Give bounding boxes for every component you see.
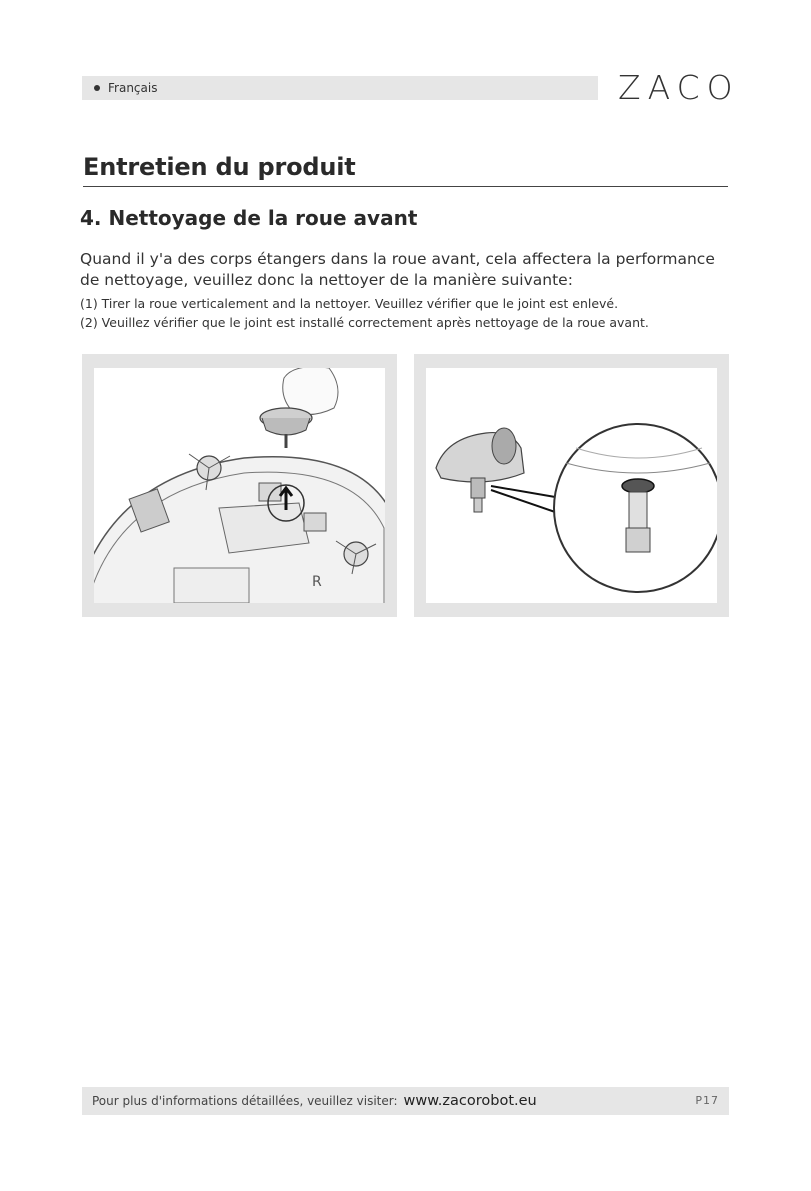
steps-list xyxy=(80,294,740,332)
step-1: (1) Tirer la roue verticalement and la nettoyer. Veuillez vérifier que le joint est enlevé. xyxy=(80,296,619,311)
footer-text: Pour plus d'informations détaillées, veuillez visiter: xyxy=(92,1094,398,1108)
figure-remove-wheel xyxy=(82,354,397,617)
language-bar xyxy=(82,76,598,100)
page-number: P17 xyxy=(695,1094,719,1107)
footer-bar xyxy=(82,1087,729,1115)
footer-url-link[interactable]: www.zacorobot.eu xyxy=(403,1093,537,1109)
front-wheel-seal-illustration-icon xyxy=(426,368,717,603)
figure-check-seal xyxy=(414,354,729,617)
section-divider xyxy=(83,186,728,187)
intro-paragraph: Quand il y'a des corps étangers dans la roue avant, cela affectera la performance de nettoyage, veuillez donc la nettoyer de la manière suivante: xyxy=(80,250,715,289)
subsection-title: 4. Nettoyage de la roue avant xyxy=(80,206,418,230)
robot-mark-label: R xyxy=(312,574,322,590)
brand-name: ZACO xyxy=(618,68,740,107)
bullet-icon xyxy=(94,85,100,91)
language-label: Français xyxy=(108,81,158,95)
brand-logo xyxy=(618,68,740,107)
robot-underside-illustration-icon xyxy=(94,368,385,603)
step-2: (2) Veuillez vérifier que le joint est installé correctement après nettoyage de la roue avant. xyxy=(80,315,649,330)
section-title: Entretien du produit xyxy=(83,153,356,181)
